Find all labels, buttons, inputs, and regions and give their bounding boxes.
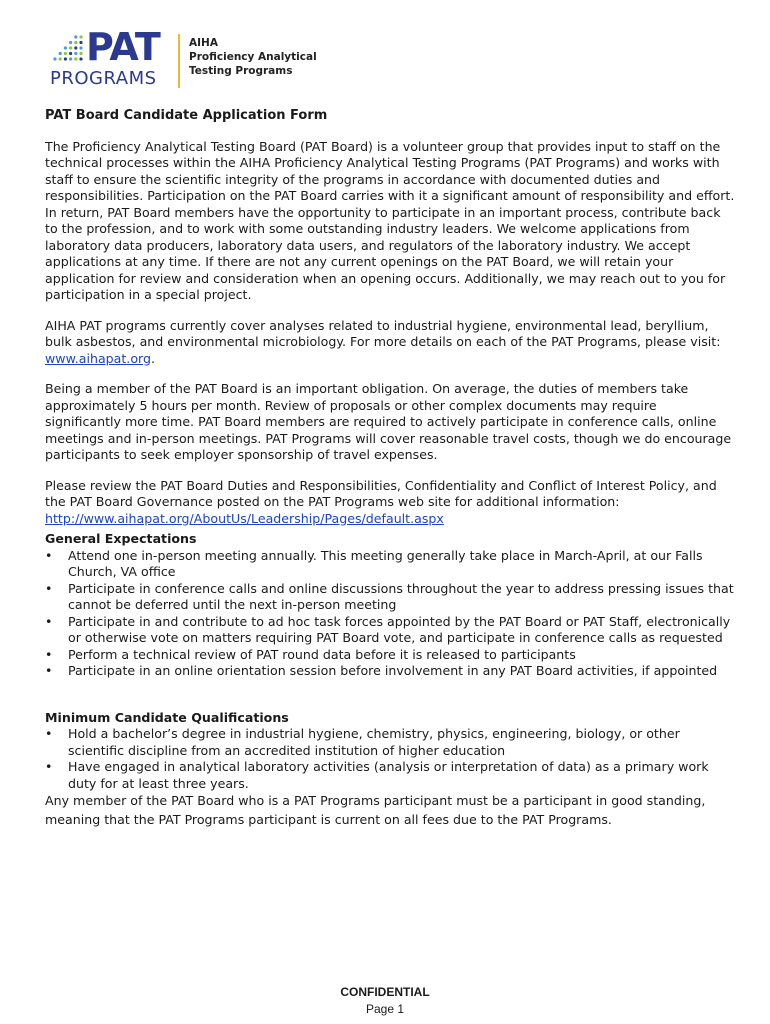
logo-dot: [69, 52, 72, 55]
list-item-text: Have engaged in analytical laboratory activities (analysis or interpretation of data) as a primary work duty for at least three years.: [68, 759, 709, 791]
list-item-text: Hold a bachelor’s degree in industrial hygiene, chemistry, physics, engineering, biology, or other scientific discipline from an accredited institution of higher education: [68, 726, 680, 758]
aihapat-link[interactable]: www.aihapat.org: [45, 350, 151, 366]
logo-pat-text: PAT: [86, 25, 160, 69]
general-expectations-list: [45, 548, 735, 680]
list-item: [45, 647, 735, 664]
logo-tagline-line: Proficiency Analytical: [189, 51, 317, 63]
logo-dot: [64, 46, 67, 49]
logo-dot: [64, 57, 67, 60]
bullet-icon: •: [45, 663, 53, 678]
programs-end: .: [150, 350, 155, 366]
confidential-label: CONFIDENTIAL: [340, 985, 430, 999]
bullet-icon: •: [45, 613, 53, 629]
dot-grid-logo-icon: [52, 34, 84, 62]
logo-dot: [79, 52, 82, 55]
leadership-link[interactable]: http://www.aihapat.org/AboutUs/Leadership/Pages/default.aspx: [45, 510, 444, 526]
intro-paragraph: The Proficiency Analytical Testing Board (PAT Board) is a volunteer group that provides input to staff on the technical processes within the AIHA Proficiency Analytical Testing Programs (PAT Programs) and works with staff to ensure the scientific integrity of the programs in accordance with documented duties and responsibilities. Participation on the PAT Board carries with it a significant amount of responsibility and effort. In return, PAT Board members have the opportunity to participate in an important process, contribute back to the profession, and to work with some outstanding industry leaders. We welcome applications from laboratory data producers, laboratory data users, and regulators of the laboratory industry. We accept applications at any time. If there are not any current openings on the PAT Board, we will retain your application for review and consideration when an opening occurs. Additionally, we may reach out to you for participation in a special project.: [45, 138, 735, 302]
logo-dot: [69, 57, 72, 60]
list-item: [45, 614, 735, 647]
logo-dot: [79, 46, 82, 49]
list-item: [45, 548, 735, 581]
logo-programs-text: PROGRAMS: [50, 68, 157, 89]
list-item-text: Attend one in-person meeting annually. This meeting generally take place in March-April, at our Falls Church, VA office: [68, 547, 703, 579]
aiha-pat-programs-logo: [50, 25, 330, 92]
qualifications-list: [45, 726, 735, 792]
logo-dot: [74, 35, 77, 38]
logo-tagline: [189, 36, 317, 78]
logo-dot: [74, 41, 77, 44]
logo-dot: [74, 57, 77, 60]
logo-dot: [69, 46, 72, 49]
logo-dot: [74, 52, 77, 55]
list-item: [45, 581, 735, 614]
membership-paragraph: Being a member of the PAT Board is an important obligation. On average, the duties of members take approximately 5 hours per month. Review of proposals or other complex documents may require significantly more time. PAT Board members are required to actively participate in conference calls, online meetings and in-person meetings. PAT Programs will cover reasonable travel costs, though we do encourage participants to seek employer sponsorship of travel expenses.: [45, 381, 732, 462]
logo-dot: [79, 35, 82, 38]
general-expectations-heading: General Expectations: [45, 531, 197, 546]
closing-paragraph: Any member of the PAT Board who is a PAT Programs participant must be a participant in good standing, meaning that the PAT Programs participant is current on all fees due to the PAT Programs.: [45, 793, 706, 827]
list-item-text: Participate in and contribute to ad hoc task forces appointed by the PAT Board or PAT Staff, electronically or otherwise vote on matters requiring PAT Board vote, and participate in conference calls as requested: [68, 613, 731, 645]
review-paragraph: [45, 478, 735, 528]
logo-tagline-line: Testing Programs: [189, 65, 293, 77]
document-title: PAT Board Candidate Application Form: [45, 108, 328, 123]
logo-tagline-line: AIHA: [189, 37, 218, 49]
logo-dot: [79, 41, 82, 44]
logo-dot: [74, 46, 77, 49]
bullet-icon: •: [45, 580, 53, 596]
logo-dot: [59, 57, 62, 60]
qualifications-heading: Minimum Candidate Qualifications: [45, 709, 289, 725]
list-item: [45, 726, 735, 759]
logo-dot: [59, 52, 62, 55]
programs-paragraph: [45, 318, 735, 368]
programs-text: AIHA PAT programs currently cover analyses related to industrial hygiene, environmental lead, beryllium, bulk asbestos, and environmental microbiology. For more details on each of the PAT Programs, please visit:: [45, 317, 721, 349]
list-item: [45, 759, 735, 792]
bullet-icon: •: [45, 726, 53, 741]
list-item-text: Participate in conference calls and online discussions throughout the year to address pressing issues that cannot be deferred until the next in-person meeting: [68, 580, 734, 612]
logo-dot: [79, 57, 82, 60]
logo-dot: [64, 52, 67, 55]
review-text: Please review the PAT Board Duties and Responsibilities, Confidentiality and Conflict of Interest Policy, and the PAT Board Governance posted on the PAT Programs web site for additional information:: [45, 477, 717, 509]
list-item-text: Participate in an online orientation session before involvement in any PAT Board activities, if appointed: [68, 663, 718, 678]
list-item-text: Perform a technical review of PAT round data before it is released to participants: [68, 646, 576, 662]
logo-dot: [69, 41, 72, 44]
bullet-icon: •: [45, 547, 53, 563]
logo-dot: [53, 57, 56, 60]
list-item: [45, 663, 735, 680]
logo-divider: [178, 34, 180, 88]
bullet-icon: •: [45, 646, 53, 662]
bullet-icon: •: [45, 759, 53, 774]
page-number: Page 1: [365, 1002, 405, 1016]
document-body: [45, 108, 735, 829]
